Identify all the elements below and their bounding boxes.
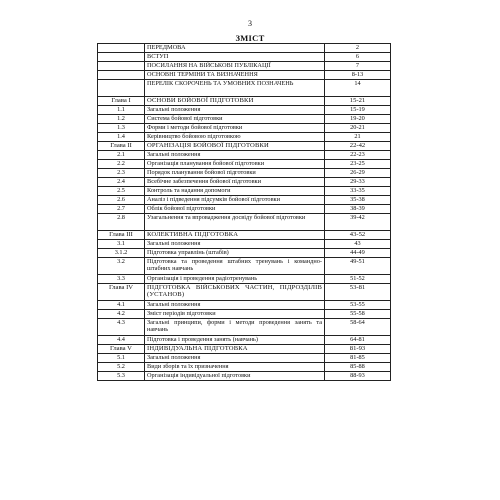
toc-section-title: Підготовка і проведення занять (навчань) (145, 336, 325, 345)
toc-page-range: 6 (325, 53, 391, 62)
toc-section-number (98, 53, 145, 62)
toc-row (98, 363, 391, 372)
toc-page-range: 51-52 (325, 275, 391, 284)
toc-section-number (98, 44, 145, 53)
toc-section-title: Організація планування бойової підготовки (145, 160, 325, 169)
toc-page-range: 20-21 (325, 124, 391, 133)
toc-section-number: 2.5 (98, 187, 145, 196)
toc-section-number: Глава I (98, 97, 145, 106)
toc-row (98, 106, 391, 115)
toc-section-number: 4.2 (98, 310, 145, 319)
toc-row (98, 354, 391, 363)
toc-section-title: КОЛЕКТИВНА ПІДГОТОВКА (145, 231, 325, 240)
toc-section-title: Форми і методи бойової підготовки (145, 124, 325, 133)
toc-section-title: Контроль та надання допомоги (145, 187, 325, 196)
toc-section-number: 3.1 (98, 240, 145, 249)
toc-section-title: Аналіз і підведення підсумків бойової підготовки (145, 196, 325, 205)
toc-page-range: 15-21 (325, 97, 391, 106)
toc-row (98, 214, 391, 231)
toc-section-title: Керівництво бойовою підготовкою (145, 133, 325, 142)
toc-title: ЗМІСТ (235, 33, 265, 43)
toc-row (98, 71, 391, 80)
toc-chapter-row (98, 345, 391, 354)
toc-row (98, 151, 391, 160)
toc-page-range: 29-33 (325, 178, 391, 187)
toc-row (98, 301, 391, 310)
toc-section-number: 3.2 (98, 258, 145, 275)
toc-section-title: ПОСИЛАННЯ НА ВІЙСЬКОВІ ПУБЛІКАЦІЇ (145, 62, 325, 71)
toc-section-title: Загальні положення (145, 354, 325, 363)
toc-page-range: 2 (325, 44, 391, 53)
toc-section-title: Облік бойової підготовки (145, 205, 325, 214)
toc-row (98, 80, 391, 97)
toc-section-title: Загальні положення (145, 151, 325, 160)
toc-page-range: 39-42 (325, 214, 391, 231)
toc-section-number: Глава III (98, 231, 145, 240)
toc-section-title: Всебічне забезпечення бойової підготовки (145, 178, 325, 187)
toc-page-range: 22-23 (325, 151, 391, 160)
toc-section-number: 1.4 (98, 133, 145, 142)
toc-section-title: ПЕРЕЛІК СКОРОЧЕНЬ ТА УМОВНИХ ПОЗНАЧЕНЬ (145, 80, 325, 97)
toc-row (98, 53, 391, 62)
toc-row (98, 372, 391, 381)
toc-section-number: 5.2 (98, 363, 145, 372)
toc-section-number: 1.3 (98, 124, 145, 133)
toc-page-range: 64-81 (325, 336, 391, 345)
toc-chapter-row (98, 97, 391, 106)
toc-section-number: Глава II (98, 142, 145, 151)
toc-page-range: 43-52 (325, 231, 391, 240)
toc-row (98, 124, 391, 133)
toc-chapter-row (98, 284, 391, 301)
toc-section-number: 4.4 (98, 336, 145, 345)
toc-page-range: 35-38 (325, 196, 391, 205)
toc-row (98, 275, 391, 284)
toc-section-title: ПЕРЕДМОВА (145, 44, 325, 53)
toc-section-title: Зміст періодів підготовки (145, 310, 325, 319)
toc-section-number (98, 62, 145, 71)
toc-row (98, 196, 391, 205)
toc-row (98, 249, 391, 258)
toc-section-number (98, 71, 145, 80)
toc-section-number: 2.4 (98, 178, 145, 187)
toc-section-title: Система бойової підготовки (145, 115, 325, 124)
toc-page-range: 26-29 (325, 169, 391, 178)
toc-section-number: 2.8 (98, 214, 145, 231)
toc-section-number: 4.3 (98, 319, 145, 336)
toc-row (98, 178, 391, 187)
toc-page-range: 58-64 (325, 319, 391, 336)
toc-section-title: Підготовка управлінь (штабів) (145, 249, 325, 258)
toc-section-title: Узагальнення та впровадження досвіду бойової підготовки (145, 214, 325, 231)
toc-section-number: 2.7 (98, 205, 145, 214)
toc-row (98, 62, 391, 71)
toc-page-range: 22-42 (325, 142, 391, 151)
toc-page-range: 7 (325, 62, 391, 71)
toc-section-number: 2.1 (98, 151, 145, 160)
toc-section-number: 4.1 (98, 301, 145, 310)
toc-row (98, 160, 391, 169)
toc-row (98, 133, 391, 142)
toc-row (98, 258, 391, 275)
toc-page-range: 44-49 (325, 249, 391, 258)
toc-row (98, 240, 391, 249)
toc-page-range: 85-88 (325, 363, 391, 372)
toc-page-range: 81-85 (325, 354, 391, 363)
page-number: 3 (248, 19, 252, 28)
toc-section-title: ІНДИВІДУАЛЬНА ПІДГОТОВКА (145, 345, 325, 354)
toc-row (98, 187, 391, 196)
toc-section-number: 3.3 (98, 275, 145, 284)
toc-page-range: 38-39 (325, 205, 391, 214)
toc-section-number (98, 80, 145, 97)
toc-section-title: Види зборів та їх призначення (145, 363, 325, 372)
toc-row (98, 44, 391, 53)
toc-page-range: 43 (325, 240, 391, 249)
toc-section-number: Глава IV (98, 284, 145, 301)
toc-page-range: 33-35 (325, 187, 391, 196)
toc-page-range: 49-51 (325, 258, 391, 275)
toc-section-title: ОСНОВИ БОЙОВОЇ ПІДГОТОВКИ (145, 97, 325, 106)
toc-row (98, 115, 391, 124)
toc-section-title: Загальні положення (145, 301, 325, 310)
toc-page-range: 15-19 (325, 106, 391, 115)
toc-page-range: 88-93 (325, 372, 391, 381)
toc-section-title: Порядок планування бойової підготовки (145, 169, 325, 178)
toc-chapter-row (98, 142, 391, 151)
toc-section-title: Організація і проведення радіотренувань (145, 275, 325, 284)
toc-page-range: 53-55 (325, 301, 391, 310)
toc-row (98, 336, 391, 345)
toc-row (98, 169, 391, 178)
toc-section-title: Загальні положення (145, 106, 325, 115)
toc-page-range: 55-58 (325, 310, 391, 319)
toc-section-number: 3.1.2 (98, 249, 145, 258)
toc-section-title: ОСНОВНІ ТЕРМІНИ ТА ВИЗНАЧЕННЯ (145, 71, 325, 80)
toc-page-range: 8-13 (325, 71, 391, 80)
toc-section-number: 2.3 (98, 169, 145, 178)
toc-section-number: 2.6 (98, 196, 145, 205)
toc-section-number: 5.3 (98, 372, 145, 381)
table-of-contents (97, 43, 391, 381)
toc-page-range: 21 (325, 133, 391, 142)
toc-row (98, 310, 391, 319)
toc-row (98, 205, 391, 214)
toc-section-title: ПІДГОТОВКА ВІЙСЬКОВИХ ЧАСТИН, ПІДРОЗДІЛІВ (УСТАНОВ) (145, 284, 325, 301)
toc-page-range: 23-25 (325, 160, 391, 169)
toc-section-number: 1.2 (98, 115, 145, 124)
toc-section-title: ОРГАНІЗАЦІЯ БОЙОВОЇ ПІДГОТОВКИ (145, 142, 325, 151)
toc-chapter-row (98, 231, 391, 240)
toc-section-title: Підготовка та проведення штабних тренувань і командно-штабних навчань (145, 258, 325, 275)
toc-section-number: 1.1 (98, 106, 145, 115)
toc-page-range: 14 (325, 80, 391, 97)
toc-page-range: 53-81 (325, 284, 391, 301)
toc-section-number: 5.1 (98, 354, 145, 363)
toc-section-number: Глава V (98, 345, 145, 354)
toc-section-number: 2.2 (98, 160, 145, 169)
toc-section-title: Організація індивідуальної підготовки (145, 372, 325, 381)
toc-section-title: Загальні принципи, форми і методи проведення занять та навчань (145, 319, 325, 336)
toc-section-title: ВСТУП (145, 53, 325, 62)
toc-page-range: 81-93 (325, 345, 391, 354)
toc-section-title: Загальні положення (145, 240, 325, 249)
toc-page-range: 19-20 (325, 115, 391, 124)
toc-row (98, 319, 391, 336)
